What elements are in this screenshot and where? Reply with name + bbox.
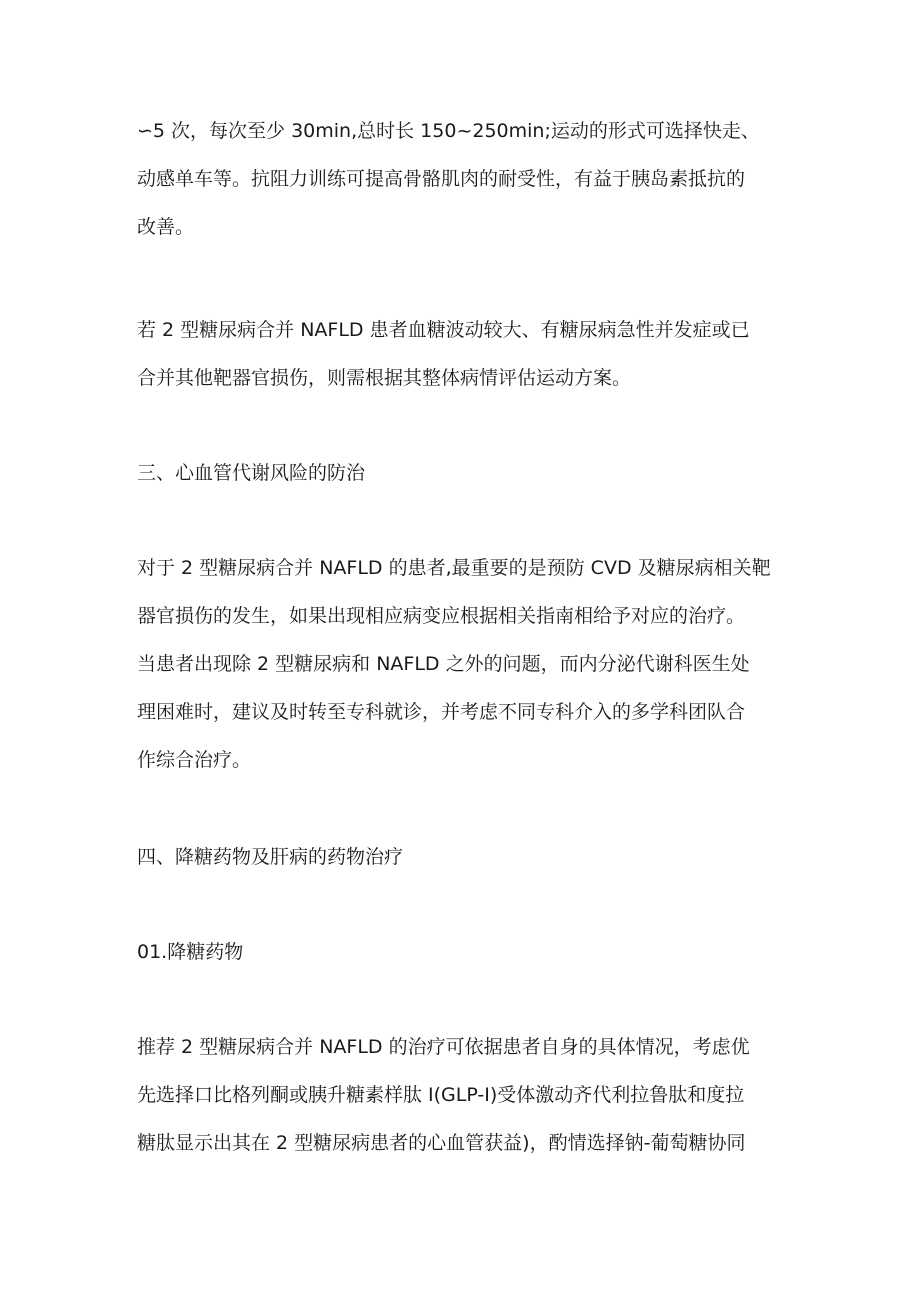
paragraph-drug-recommendation <box>137 1023 797 1167</box>
text-line: 推荐 2 型糖尿病合并 NAFLD 的治疗可依据患者自身的具体情况，考虑优 <box>137 1036 750 1058</box>
paragraph-exercise-frequency <box>137 107 797 251</box>
section-three-heading: 三、心血管代谢风险的防治 <box>137 462 366 484</box>
text-line: 理困难时，建议及时转至专科就诊，并考虑不同专科介入的多学科团队合 <box>137 701 746 723</box>
paragraph-exercise-plan <box>137 306 797 402</box>
subsection-01-heading: 01.降糖药物 <box>137 941 244 963</box>
text-line: 动感单车等。抗阻力训练可提高骨骼肌肉的耐受性，有益于胰岛素抵抗的 <box>137 168 746 190</box>
section-four-heading: 四、降糖药物及肝病的药物治疗 <box>137 846 404 868</box>
paragraph-cvd-prevention <box>137 544 797 784</box>
text-line: 合并其他靶器官损伤，则需根据其整体病情评估运动方案。 <box>137 367 632 389</box>
text-line: 对于 2 型糖尿病合并 NAFLD 的患者,最重要的是预防 CVD 及糖尿病相关靶 <box>137 557 771 579</box>
text-line: 若 2 型糖尿病合并 NAFLD 患者血糖波动较大、有糖尿病急性并发症或已 <box>137 319 750 341</box>
text-line: ∽5 次，每次至少 30min,总时长 150~250min;运动的形式可选择快走、 <box>137 120 760 142</box>
text-line: 改善。 <box>137 216 195 238</box>
text-line: 作综合治疗。 <box>137 749 252 771</box>
text-line: 当患者出现除 2 型糖尿病和 NAFLD 之外的问题，而内分泌代谢科医生处 <box>137 653 750 675</box>
text-line: 器官损伤的发生，如果出现相应病变应根据相关指南相给予对应的治疗。 <box>137 605 746 627</box>
text-line: 糖肽显示出其在 2 型糖尿病患者的心血管获益)，酌情选择钠-葡萄糖协同 <box>137 1132 746 1154</box>
text-line: 先选择口比格列酮或胰升糖素样肽 I(GLP-I)受体激动齐代利拉鲁肽和度拉 <box>137 1084 745 1106</box>
